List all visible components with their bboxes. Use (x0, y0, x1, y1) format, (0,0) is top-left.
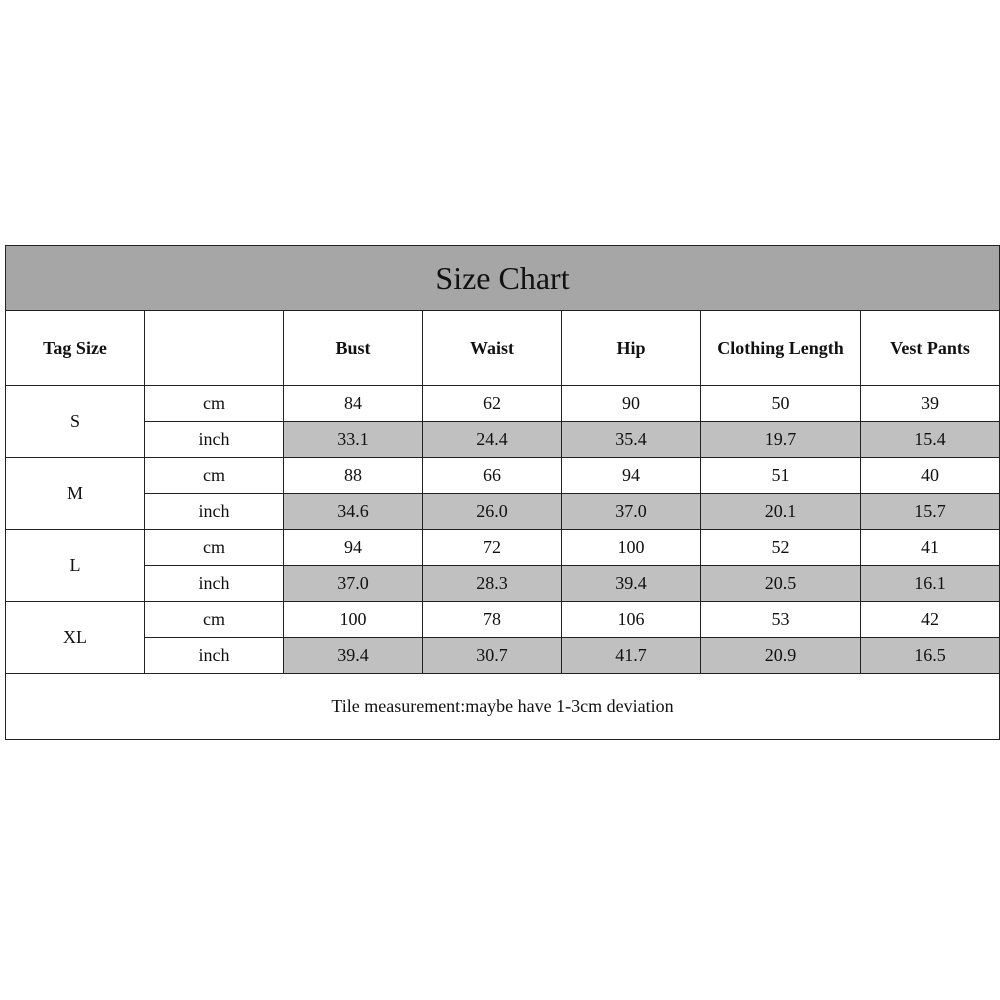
hip-value: 106 (562, 602, 701, 638)
waist-value: 24.4 (423, 422, 562, 458)
clothing-length-value: 20.1 (701, 494, 861, 530)
table-row (6, 494, 1000, 530)
unit-label: inch (145, 566, 284, 602)
bust-value: 88 (284, 458, 423, 494)
header-tag-size: Tag Size (6, 311, 145, 386)
waist-value: 66 (423, 458, 562, 494)
clothing-length-value: 52 (701, 530, 861, 566)
bust-value: 37.0 (284, 566, 423, 602)
unit-label: cm (145, 386, 284, 422)
table-row (6, 566, 1000, 602)
chart-title: Size Chart (6, 246, 1000, 311)
size-tag: S (6, 386, 145, 458)
header-clothing-length: Clothing Length (701, 311, 861, 386)
header-waist: Waist (423, 311, 562, 386)
hip-value: 94 (562, 458, 701, 494)
clothing-length-value: 20.9 (701, 638, 861, 674)
hip-value: 37.0 (562, 494, 701, 530)
clothing-length-value: 50 (701, 386, 861, 422)
bust-value: 84 (284, 386, 423, 422)
vest-pants-value: 42 (861, 602, 1000, 638)
unit-label: inch (145, 494, 284, 530)
bust-value: 33.1 (284, 422, 423, 458)
header-hip: Hip (562, 311, 701, 386)
size-tag: M (6, 458, 145, 530)
size-chart-table (5, 245, 1000, 740)
vest-pants-value: 16.5 (861, 638, 1000, 674)
unit-label: inch (145, 422, 284, 458)
header-bust: Bust (284, 311, 423, 386)
waist-value: 62 (423, 386, 562, 422)
unit-label: cm (145, 458, 284, 494)
hip-value: 100 (562, 530, 701, 566)
waist-value: 72 (423, 530, 562, 566)
header-unit (145, 311, 284, 386)
vest-pants-value: 39 (861, 386, 1000, 422)
header-vest-pants: Vest Pants (861, 311, 1000, 386)
vest-pants-value: 15.7 (861, 494, 1000, 530)
title-row (6, 246, 1000, 311)
size-tag: XL (6, 602, 145, 674)
hip-value: 35.4 (562, 422, 701, 458)
clothing-length-value: 51 (701, 458, 861, 494)
vest-pants-value: 41 (861, 530, 1000, 566)
hip-value: 39.4 (562, 566, 701, 602)
hip-value: 90 (562, 386, 701, 422)
waist-value: 26.0 (423, 494, 562, 530)
waist-value: 78 (423, 602, 562, 638)
table-row (6, 602, 1000, 638)
bust-value: 34.6 (284, 494, 423, 530)
table-row (6, 422, 1000, 458)
hip-value: 41.7 (562, 638, 701, 674)
table-row (6, 638, 1000, 674)
note-row (6, 674, 1000, 740)
vest-pants-value: 40 (861, 458, 1000, 494)
clothing-length-value: 19.7 (701, 422, 861, 458)
bust-value: 39.4 (284, 638, 423, 674)
bust-value: 94 (284, 530, 423, 566)
table-row (6, 386, 1000, 422)
unit-label: cm (145, 530, 284, 566)
unit-label: cm (145, 602, 284, 638)
size-tag: L (6, 530, 145, 602)
waist-value: 30.7 (423, 638, 562, 674)
measurement-note: Tile measurement:maybe have 1-3cm deviation (6, 674, 1000, 740)
clothing-length-value: 53 (701, 602, 861, 638)
header-row (6, 311, 1000, 386)
clothing-length-value: 20.5 (701, 566, 861, 602)
waist-value: 28.3 (423, 566, 562, 602)
table-row (6, 458, 1000, 494)
unit-label: inch (145, 638, 284, 674)
vest-pants-value: 16.1 (861, 566, 1000, 602)
table-row (6, 530, 1000, 566)
bust-value: 100 (284, 602, 423, 638)
vest-pants-value: 15.4 (861, 422, 1000, 458)
